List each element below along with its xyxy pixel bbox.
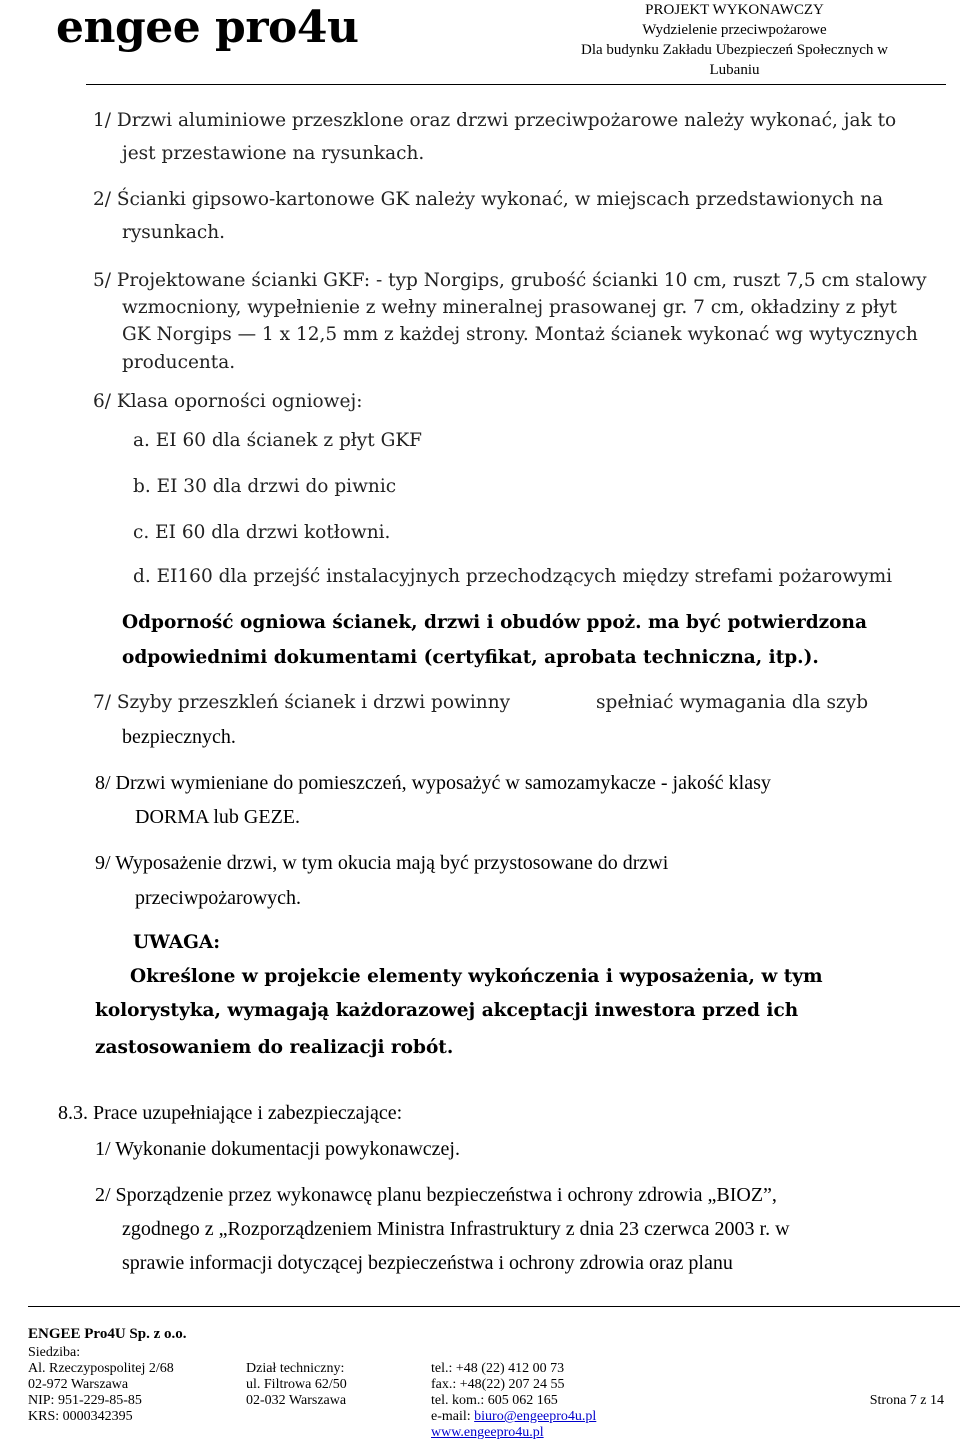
footer-address-line: Al. Rzeczypospolitej 2/68 bbox=[28, 1361, 174, 1376]
warning-line-2: kolorystyka, wymagają każdorazowej akceptacji inwestora przed ich bbox=[95, 1000, 799, 1021]
header-divider bbox=[86, 84, 946, 85]
footer-website-link[interactable]: www.engeepro4u.pl bbox=[431, 1425, 544, 1440]
header-line-project: PROJEKT WYKONAWCZY bbox=[645, 2, 824, 18]
fire-resistance-note-line-2: odpowiednimi dokumentami (certyfikat, aprobata techniczna, itp.). bbox=[122, 647, 819, 668]
item-8-line-2: DORMA lub GEZE. bbox=[135, 806, 300, 828]
item-5-line-1: 5/ Projektowane ścianki GKF: - typ Norgips, grubość ścianki 10 cm, ruszt 7,5 cm stalowy bbox=[93, 270, 927, 291]
section-8-3-title: 8.3. Prace uzupełniające i zabezpieczające: bbox=[58, 1102, 403, 1124]
footer-phone: tel.: +48 (22) 412 00 73 bbox=[431, 1361, 565, 1376]
item-6-a: a. EI 60 dla ścianek z płyt GKF bbox=[133, 430, 422, 451]
item-5-line-4: producenta. bbox=[122, 352, 236, 373]
footer-technical-line: Dział techniczny: bbox=[246, 1361, 345, 1376]
item-7-line-2: bezpiecznych. bbox=[122, 726, 236, 748]
item-1-line-2: jest przestawione na rysunkach. bbox=[122, 143, 425, 164]
section-8-3-item-2-line-1: 2/ Sporządzenie przez wykonawcę planu bezpieczeństwa i ochrony zdrowia „BIOZ”, bbox=[95, 1184, 777, 1206]
footer-technical-column bbox=[246, 1361, 347, 1409]
item-7-line-1a: 7/ Szyby przeszkleń ścianek i drzwi powinny bbox=[93, 692, 511, 713]
item-7-line-1b: spełniać wymagania dla szyb bbox=[596, 692, 869, 713]
fire-resistance-note-line-1: Odporność ogniowa ścianek, drzwi i obudów ppoż. ma być potwierdzona bbox=[122, 612, 867, 633]
footer-divider bbox=[28, 1306, 960, 1307]
footer-email-label: e-mail: bbox=[431, 1409, 475, 1424]
footer-contact-column bbox=[431, 1361, 596, 1441]
footer-address-line: KRS: 0000342395 bbox=[28, 1409, 133, 1424]
item-8-line-1: 8/ Drzwi wymieniane do pomieszczeń, wyposażyć w samozamykacze - jakość klasy bbox=[95, 772, 771, 794]
item-1-line-1: 1/ Drzwi aluminiowe przeszklone oraz drzwi przeciwpożarowe należy wykonać, jak to bbox=[93, 110, 897, 131]
footer-company-name: ENGEE Pro4U Sp. z o.o. bbox=[28, 1326, 187, 1342]
footer-email-link[interactable]: biuro@engeepro4u.pl bbox=[474, 1409, 597, 1424]
warning-line-1: Określone w projekcie elementy wykończenia i wyposażenia, w tym bbox=[130, 966, 823, 987]
section-8-3-item-2-line-3: sprawie informacji dotyczącej bezpieczeństwa i ochrony zdrowia oraz planu bbox=[122, 1252, 733, 1274]
company-logo: engee pro4u bbox=[56, 2, 359, 53]
section-8-3-item-2-line-2: zgodnego z „Rozporządzeniem Ministra Infrastruktury z dnia 23 czerwca 2003 r. w bbox=[122, 1218, 790, 1240]
item-6-c: c. EI 60 dla drzwi kotłowni. bbox=[133, 522, 391, 543]
footer-address-column bbox=[28, 1345, 174, 1425]
footer-mobile: tel. kom.: 605 062 165 bbox=[431, 1393, 558, 1408]
warning-heading: UWAGA: bbox=[133, 932, 221, 953]
footer-address-line: Siedziba: bbox=[28, 1345, 81, 1360]
header-project-info bbox=[581, 0, 888, 80]
item-5-line-3: GK Norgips — 1 x 12,5 mm z każdej strony. Montaż ścianek wykonać wg wytycznych bbox=[122, 324, 918, 345]
footer-technical-line: 02-032 Warszawa bbox=[246, 1393, 347, 1408]
footer-email-line bbox=[431, 1409, 596, 1425]
header-line-scope: Wydzielenie przeciwpożarowe bbox=[642, 22, 827, 38]
page-number: Strona 7 z 14 bbox=[869, 1393, 944, 1408]
item-5-line-2: wzmocniony, wypełnienie z wełny mineralnej prasowanej gr. 7 cm, okładziny z płyt bbox=[122, 297, 897, 318]
section-8-3-item-1: 1/ Wykonanie dokumentacji powykonawczej. bbox=[95, 1138, 460, 1160]
header-line-building: Dla budynku Zakładu Ubezpieczeń Społecznych w bbox=[581, 42, 888, 58]
header-line-city: Lubaniu bbox=[709, 62, 760, 78]
warning-line-3: zastosowaniem do realizacji robót. bbox=[95, 1037, 454, 1058]
item-2-line-1: 2/ Ścianki gipsowo-kartonowe GK należy wykonać, w miejscach przedstawionych na bbox=[93, 189, 884, 210]
item-9-line-2: przeciwpożarowych. bbox=[135, 887, 302, 909]
item-6-title: 6/ Klasa oporności ogniowej: bbox=[93, 391, 363, 412]
item-2-line-2: rysunkach. bbox=[122, 222, 226, 243]
item-9-line-1: 9/ Wyposażenie drzwi, w tym okucia mają być przystosowane do drzwi bbox=[95, 852, 669, 874]
footer-address-line: 02-972 Warszawa bbox=[28, 1377, 129, 1392]
item-6-d: d. EI160 dla przejść instalacyjnych przechodzących między strefami pożarowymi bbox=[133, 566, 893, 587]
item-6-b: b. EI 30 dla drzwi do piwnic bbox=[133, 476, 397, 497]
footer-address-line: NIP: 951-229-85-85 bbox=[28, 1393, 142, 1408]
footer-fax: fax.: +48(22) 207 24 55 bbox=[431, 1377, 565, 1392]
footer-technical-line: ul. Filtrowa 62/50 bbox=[246, 1377, 347, 1392]
